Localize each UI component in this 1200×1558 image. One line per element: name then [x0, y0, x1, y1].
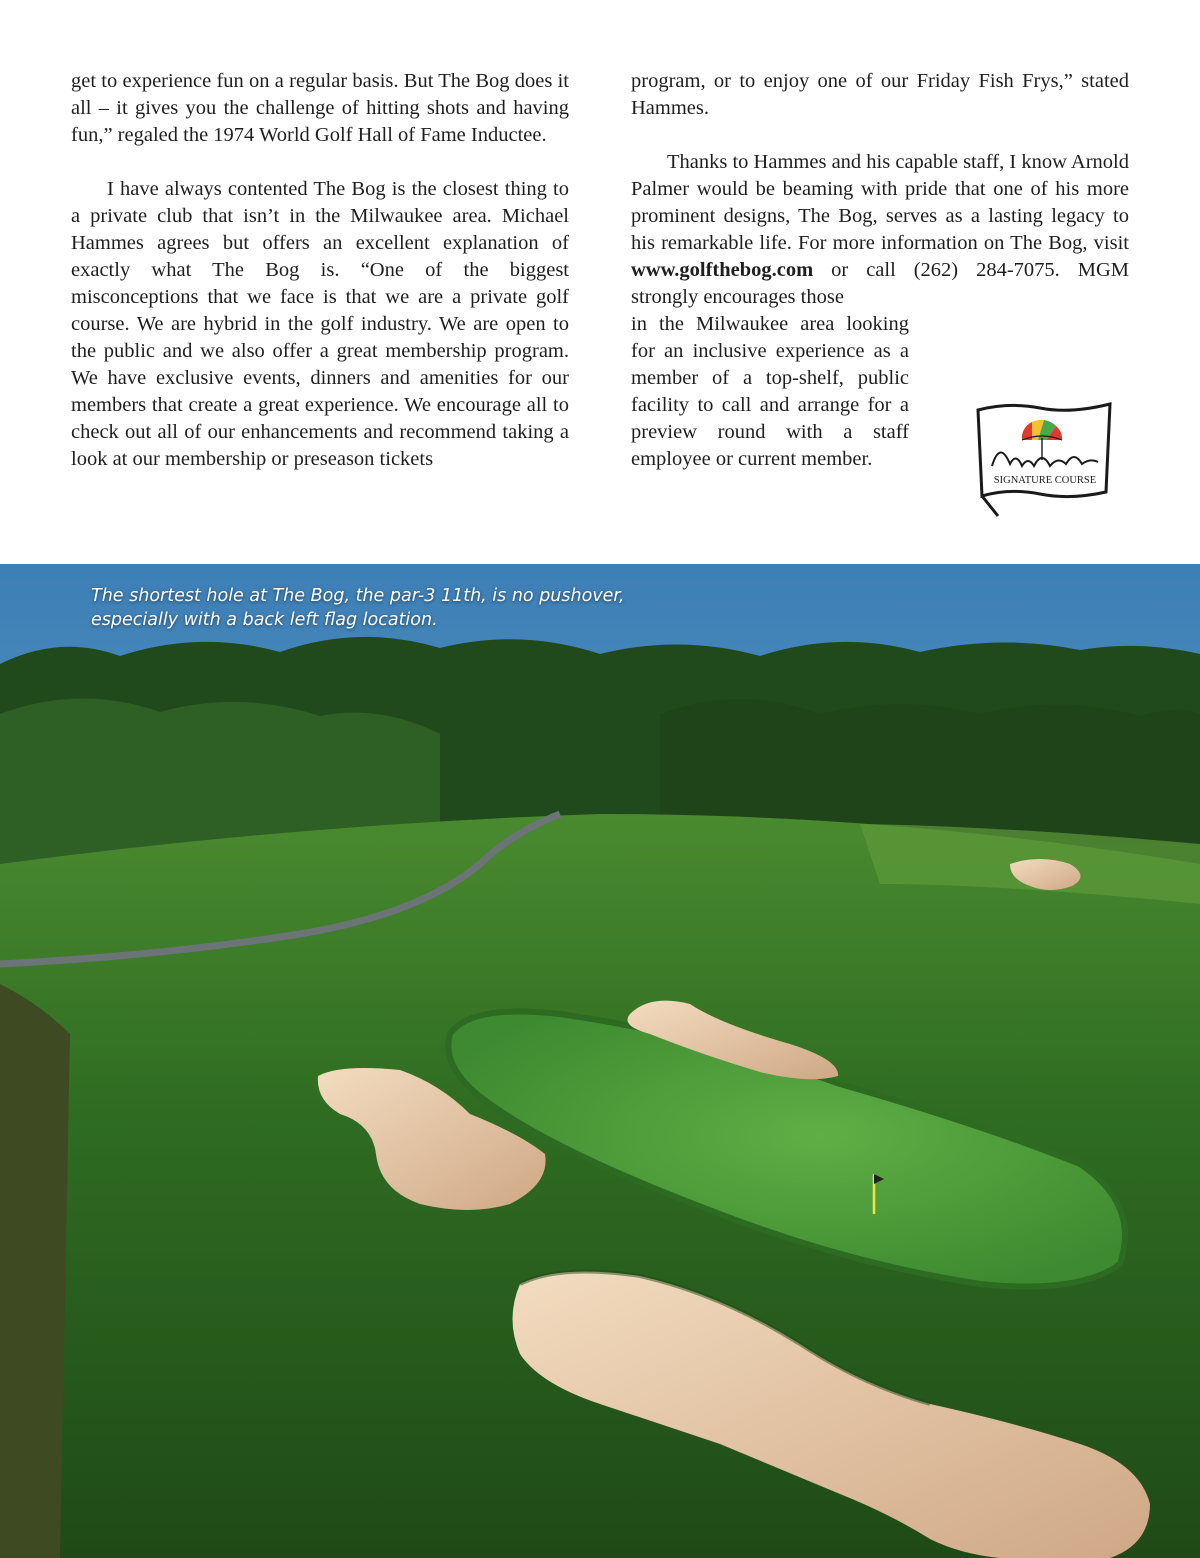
website-link[interactable]: www.golfthebog.com — [631, 259, 814, 281]
caption-line: The shortest hole at The Bog, the par-3 11th, is no pushover, — [91, 586, 625, 606]
flag-pole — [982, 496, 998, 516]
article-paragraph: I have always contented The Bog is the closest thing to a private club that isn’t in the Milwaukee area. Michael Hammes agrees but offers an excellent explanation of exactly what The Bog is. “One of the biggest misconceptions that we face is that we are a private golf course. We are hybrid in the golf industry. We are open to the public and we also offer a great membership program. We have exclusive events, dinners and amenities for our members that create a great experience. We encourage all to check out all of our enhancements and recommend taking a look at our membership or preseason tickets — [71, 178, 569, 470]
caption-line: especially with a back left flag location. — [91, 610, 438, 630]
article-paragraph — [631, 149, 1129, 311]
article-paragraph-wrap: in the Milwaukee area looking for an inclusive experience as a member of a top-shelf, public facility to call and arrange for a preview round with a staff employee or current member. — [631, 313, 909, 470]
logo-graphic — [970, 400, 1120, 518]
golf-hole-photo — [0, 564, 1200, 1558]
paragraph-text: Thanks to Hammes and his capable staff, I know Arnold Palmer would be beaming with pride that one of his more prominent designs, The Bog, serves as a lasting legacy to his remarkable life. For more information on The Bog, visit — [631, 151, 1129, 254]
article-left-column — [71, 68, 569, 473]
photo-illustration — [0, 564, 1200, 1558]
arnold-palmer-signature-course-logo — [970, 400, 1120, 518]
logo-label: SIGNATURE COURSE — [993, 475, 1097, 486]
article-paragraph: get to experience fun on a regular basis. But The Bog does it all – it gives you the challenge of hitting shots and having fun,” regaled the 1974 World Golf Hall of Fame Inductee. — [71, 70, 569, 146]
article-paragraph: program, or to enjoy one of our Friday Fish Frys,” stated Hammes. — [631, 70, 1129, 119]
photo-caption — [91, 584, 691, 632]
paragraph-text: or call (262) 284-7075. MGM strongly encourages those — [631, 259, 1129, 308]
